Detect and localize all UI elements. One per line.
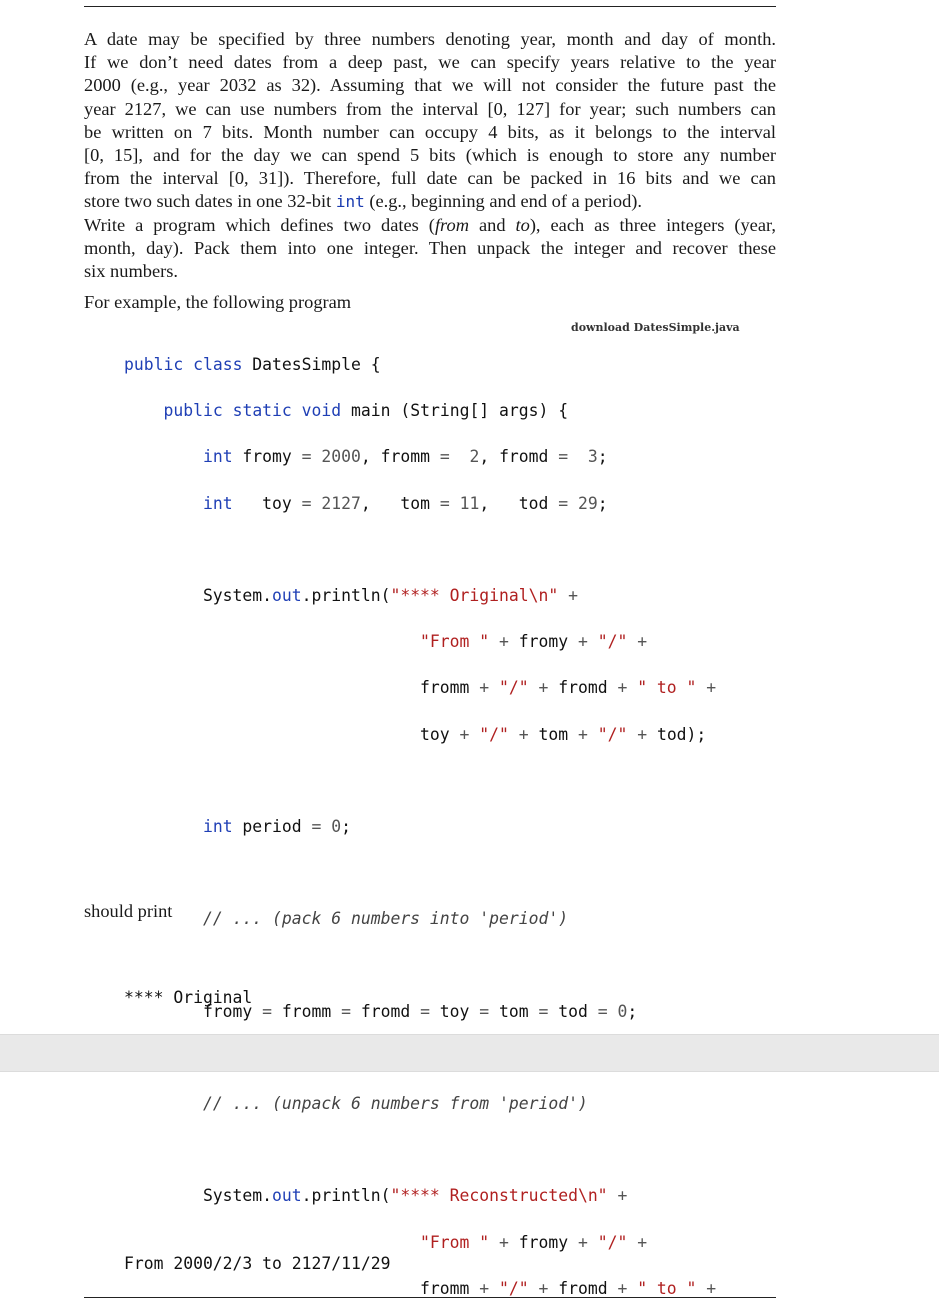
text-span: (e.g., beginning and end of a period). <box>364 191 643 212</box>
code-line: public class DatesSimple { <box>124 355 381 375</box>
code-line: fromy = fromm = fromd = toy = tom = tod = 0; <box>124 1001 638 1021</box>
code-line <box>124 1138 716 1161</box>
code-line: public static void main (String[] args) { <box>163 401 569 421</box>
code-line <box>124 769 716 792</box>
code-line: System.out.println("**** Reconstructed\n" + <box>124 1186 628 1206</box>
task-paragraph <box>84 214 776 284</box>
code-line: // ... (unpack 6 numbers from 'period') <box>202 1094 588 1114</box>
code-line: int toy = 2127, tom = 11, tod = 29; <box>202 493 608 513</box>
text-line <box>84 190 776 213</box>
code-line: fromm + "/" + fromd + " to " + <box>124 678 717 698</box>
text-line <box>84 214 776 237</box>
text-line: from the interval [0, 31]). Therefore, full date can be packed in 16 bits and we can <box>84 168 776 189</box>
to-term: to <box>515 215 530 235</box>
text-line: month, day). Pack them into one integer. Then unpack the integer and recover these <box>84 238 776 259</box>
code-line: "From " + fromy + "/" + <box>420 1232 648 1252</box>
code-line: int fromy = 2000, fromm = 2, fromd = 3; <box>202 447 608 467</box>
code-line <box>124 538 716 561</box>
code-line: fromm + "/" + fromd + " to " + <box>124 1278 717 1298</box>
code-line <box>124 1046 716 1069</box>
text-line: A date may be specified by three numbers denoting year, month and day of month. <box>84 29 776 49</box>
output-block-page1 <box>124 939 252 1033</box>
text-span: store two such dates in one 32-bit <box>84 191 336 212</box>
download-link[interactable]: download DatesSimple.java <box>571 321 740 334</box>
output-line: From 2000/2/3 to 2127/11/29 <box>124 1253 391 1273</box>
code-line: "From " + fromy + "/" + <box>420 632 648 652</box>
code-line: toy + "/" + tom + "/" + tod); <box>124 724 707 744</box>
code-line: // ... (pack 6 numbers into 'period') <box>202 909 569 929</box>
output-block-page2 <box>124 1205 390 1299</box>
text-line: be written on 7 bits. Month number can occupy 4 bits, as it belongs to the interval <box>84 121 776 142</box>
top-rule <box>84 6 776 7</box>
int-keyword: int <box>335 192 365 212</box>
should-print-label: should print <box>84 901 173 921</box>
text-line: year 2127, we can use numbers from the interval [0, 127] for year; such numbers can <box>84 98 776 119</box>
output-line: **** Original <box>124 987 253 1007</box>
text-line: If we don’t need dates from a deep past, we can specify years relative to the year <box>84 52 776 73</box>
code-line: System.out.println("**** Original\n" + <box>124 586 578 606</box>
code-line <box>124 861 716 884</box>
code-line: int period = 0; <box>202 816 352 836</box>
intro-paragraph <box>84 28 776 214</box>
text-span: ), each as three integers (year, <box>529 215 776 235</box>
code-listing <box>124 330 716 1299</box>
bottom-rule <box>84 1297 776 1298</box>
from-term: from <box>434 215 469 235</box>
example-intro <box>84 291 776 314</box>
text-span: Write a program which defines two dates ( <box>84 215 435 235</box>
text-line: [0, 15], and for the day we can spend 5 bits (which is enough to store any number <box>84 145 776 166</box>
text-line: six numbers. <box>84 261 178 282</box>
text-span: and <box>469 215 516 235</box>
text-line: For example, the following program <box>84 292 352 312</box>
text-line: 2000 (e.g., year 2032 as 32). Assuming that we will not consider the future past the <box>84 75 776 96</box>
